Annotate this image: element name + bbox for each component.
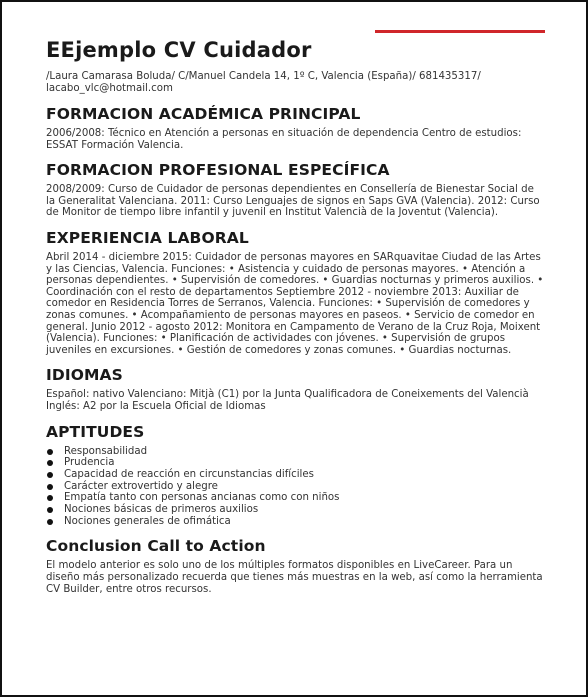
bullet-icon (47, 460, 53, 466)
section-idiomas (46, 366, 546, 412)
bullet-icon (47, 472, 53, 478)
section-title-cta: Conclusion Call to Action (46, 537, 266, 556)
list-item (46, 492, 546, 504)
section-profesional (46, 161, 546, 219)
aptitudes-list (46, 446, 546, 528)
list-item (46, 469, 546, 481)
list-item (46, 481, 546, 493)
bullet-icon (47, 519, 53, 525)
list-item (46, 516, 546, 528)
section-text-experiencia: Abril 2014 - diciembre 2015: Cuidador de personas mayores en SARquavitae Ciudad de las Artes y las Ciencias, Valencia. Funciones: • Asistencia y cuidado de personas mayores. • Atención a personas dependientes. • Supervisión de comedores. • Guardias nocturnas y primeros auxilios. • Coordinación con el resto de departamentos Septiembre 2012 - noviembre 2013: Auxiliar de comedor en Residencia Torres de Serranos, Valencia. Funciones: • Supervisión de comedores y zonas comunes. • Acompañamiento de personas mayores en paseos. • Servicio de comedor en general. Junio 2012 - agosto 2012: Monitora en Campamento de Verano de la Cruz Roja, Moixent (Valencia). Funciones: • Planificación de actividades con jóvenes. • Supervisión de grupos juveniles en excursiones. • Gestión de comedores y zonas comunes. • Guardias nocturnas. (46, 251, 544, 356)
contact-info: /Laura Camarasa Boluda/ C/Manuel Candela 14, 1º C, Valencia (España)/ 681435317/ lacabo_vlc@hotmail.com (46, 71, 481, 94)
section-text-profesional: 2008/2009: Curso de Cuidador de personas dependientes en Consellería de Bienestar Social de la Generalitat Valenciana. 2011: Curso Lenguajes de signos en Saps GVA (Valencia). 2012: Curso de Monitor de tiempo libre infantil y juvenil en Institut Valencià de la Joventut (Valencia). (46, 184, 540, 219)
list-item (46, 504, 546, 516)
cv-name: EEjemplo CV Cuidador (46, 38, 312, 62)
section-title-aptitudes: APTITUDES (46, 422, 145, 441)
section-text-idiomas: Español: nativo Valenciano: Mitjà (C1) por la Junta Qualificadora de Coneixements del Valencià Inglés: A2 por la Escuela Oficial de Idiomas (46, 389, 529, 412)
list-item (46, 457, 546, 469)
aptitud-label: Nociones generales de ofimática (64, 515, 231, 527)
aptitud-label: Empatía tanto con personas ancianas como con niños (64, 492, 340, 504)
list-item (46, 446, 546, 458)
section-title-academica: FORMACION ACADÉMICA PRINCIPAL (46, 105, 361, 123)
accent-line (375, 30, 545, 33)
section-experiencia (46, 229, 546, 356)
section-title-profesional: FORMACION PROFESIONAL ESPECÍFICA (46, 161, 390, 180)
section-title-experiencia: EXPERIENCIA LABORAL (46, 228, 249, 247)
bullet-icon (47, 495, 53, 501)
section-text-cta: El modelo anterior es solo uno de los múltiples formatos disponibles en LiveCareer. Para un diseño más personalizado recuerda que tienes más muestras en la web, así como la herramienta CV Builder, entre otros recursos. (46, 560, 543, 595)
section-academica (46, 105, 546, 151)
section-text-academica: 2006/2008: Técnico en Atención a personas en situación de dependencia Centro de estudios: ESSAT Formación Valencia. (46, 128, 522, 151)
aptitud-label: Carácter extrovertido y alegre (64, 480, 218, 492)
bullet-icon (47, 449, 53, 455)
aptitud-label: Prudencia (64, 457, 115, 469)
bullet-icon (47, 507, 53, 513)
section-title-idiomas: IDIOMAS (46, 366, 123, 385)
aptitud-label: Responsabilidad (64, 445, 148, 457)
section-aptitudes (46, 423, 546, 528)
bullet-icon (47, 484, 53, 490)
cv-content (46, 38, 546, 595)
aptitud-label: Nociones básicas de primeros auxilios (64, 504, 259, 516)
aptitud-label: Capacidad de reacción en circunstancias difíciles (64, 468, 314, 480)
section-cta (46, 537, 546, 595)
